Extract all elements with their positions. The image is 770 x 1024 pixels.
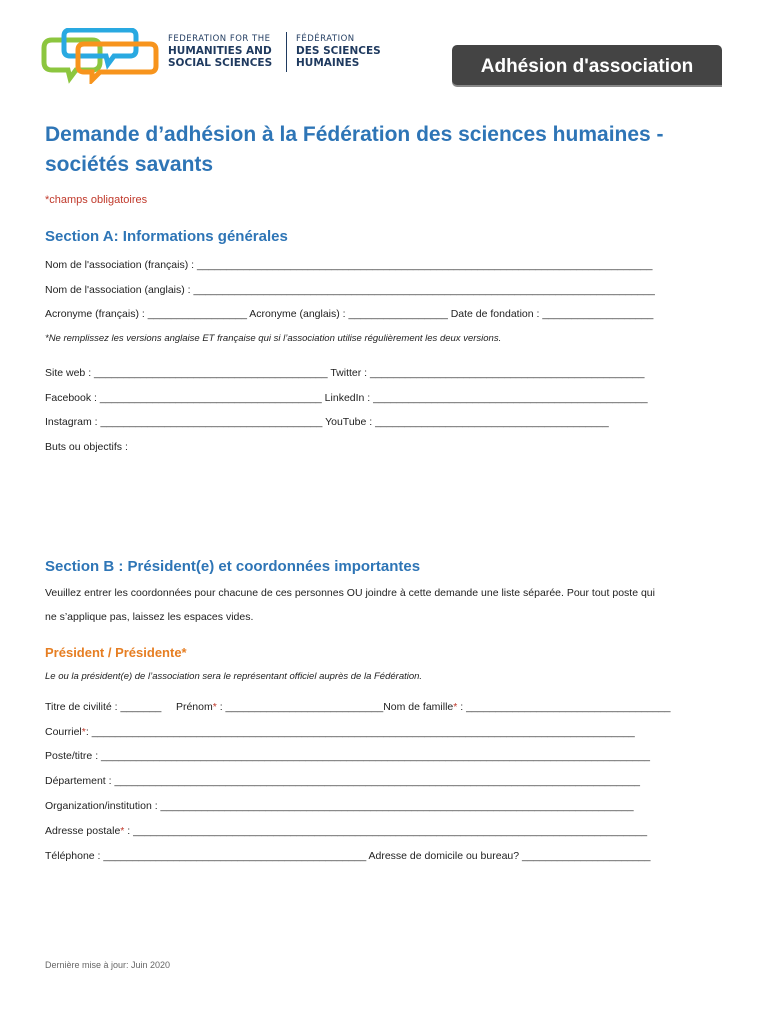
logo-text-fr xyxy=(296,33,381,69)
position-field[interactable]: Poste/titre : ______________________________________________________________________________________________ xyxy=(45,750,650,762)
speech-bubbles-icon xyxy=(40,28,170,84)
goals-field[interactable]: Buts ou objectifs : xyxy=(45,441,128,453)
address-label: Adresse postale xyxy=(45,825,121,837)
address-row[interactable] xyxy=(45,825,647,837)
president-note: Le ou la président(e) de l’association sera le représentant officiel auprès de la Fédération. xyxy=(45,671,423,682)
lastname-label: Nom de famille xyxy=(383,701,454,713)
name-row[interactable] xyxy=(45,701,670,713)
email-row[interactable] xyxy=(45,726,635,738)
logo-text-en xyxy=(168,33,272,69)
required-fields-note: *champs obligatoires xyxy=(45,194,148,206)
required-star: * xyxy=(120,825,125,837)
section-a-heading: Section A: Informations générales xyxy=(45,228,288,245)
facebook-linkedin-field[interactable]: Facebook : ______________________________________ LinkedIn : _______________________________________________ xyxy=(45,392,648,404)
section-b-intro-2: ne s’applique pas, laissez les espaces vides. xyxy=(45,611,254,623)
lastname-field[interactable]: : ___________________________________ xyxy=(457,701,671,713)
logo-fr-line3: HUMAINES xyxy=(296,57,360,69)
name-en-field[interactable]: Nom de l'association (anglais) : _______________________________________________________________________________ xyxy=(45,284,655,296)
department-field[interactable]: Département : __________________________________________________________________________________________ xyxy=(45,775,641,787)
logo-en-line1: FEDERATION FOR THE xyxy=(168,34,271,44)
firstname-label: Prénom xyxy=(175,701,213,713)
last-updated: Dernière mise à jour: Juin 2020 xyxy=(45,960,171,970)
name-fr-field[interactable]: Nom de l'association (français) : ______________________________________________________________________________ xyxy=(45,259,653,271)
president-heading: Président / Présidente* xyxy=(45,645,187,660)
title-field[interactable]: Titre de civilité : _______ xyxy=(45,701,162,713)
logo-en-line2: HUMANITIES AND xyxy=(168,45,272,57)
logo-en-line3: SOCIAL SCIENCES xyxy=(168,57,273,69)
section-b-intro-1: Veuillez entrer les coordonnées pour chacune de ces personnes OU joindre à cette demande une liste séparée. Pour tout poste qui xyxy=(45,587,655,599)
firstname-field[interactable]: : ___________________________ xyxy=(216,701,384,713)
badge-label: Adhésion d'association xyxy=(480,56,694,77)
required-star: * xyxy=(453,701,458,713)
email-label: Courriel xyxy=(45,726,82,738)
required-star: * xyxy=(212,701,217,713)
section-b-heading: Section B : Président(e) et coordonnées importantes xyxy=(45,558,421,575)
membership-badge xyxy=(452,45,722,85)
website-twitter-field[interactable]: Site web : ________________________________________ Twitter : _______________________________________________ xyxy=(45,367,645,379)
phone-address-type-field[interactable]: Téléphone : _____________________________________________ Adresse de domicile ou bureau? ______________________ xyxy=(45,850,651,862)
email-field[interactable]: : _____________________________________________________________________________________________ xyxy=(85,726,635,738)
logo-fr-line1: FÉDÉRATION xyxy=(296,34,355,44)
organization-field[interactable]: Organization/institution : _________________________________________________________________________________ xyxy=(45,800,634,812)
bilingual-note: *Ne remplissez les versions anglaise ET française qui si l’association utilise régulièrement les deux versions. xyxy=(45,333,502,344)
address-field[interactable]: : ________________________________________________________________________________________ xyxy=(124,825,648,837)
required-star: * xyxy=(81,726,86,738)
logo-divider xyxy=(286,32,287,72)
acronyms-date-field[interactable]: Acronyme (français) : _________________ Acronyme (anglais) : _________________ Date de fondation : ___________________ xyxy=(45,308,654,320)
instagram-youtube-field[interactable]: Instagram : ______________________________________ YouTube : ________________________________________ xyxy=(45,416,609,428)
logo-fr-line2: DES SCIENCES xyxy=(296,45,381,57)
page-title: Demande d’adhésion à la Fédération des sciences humaines - sociétés savants xyxy=(45,123,664,176)
